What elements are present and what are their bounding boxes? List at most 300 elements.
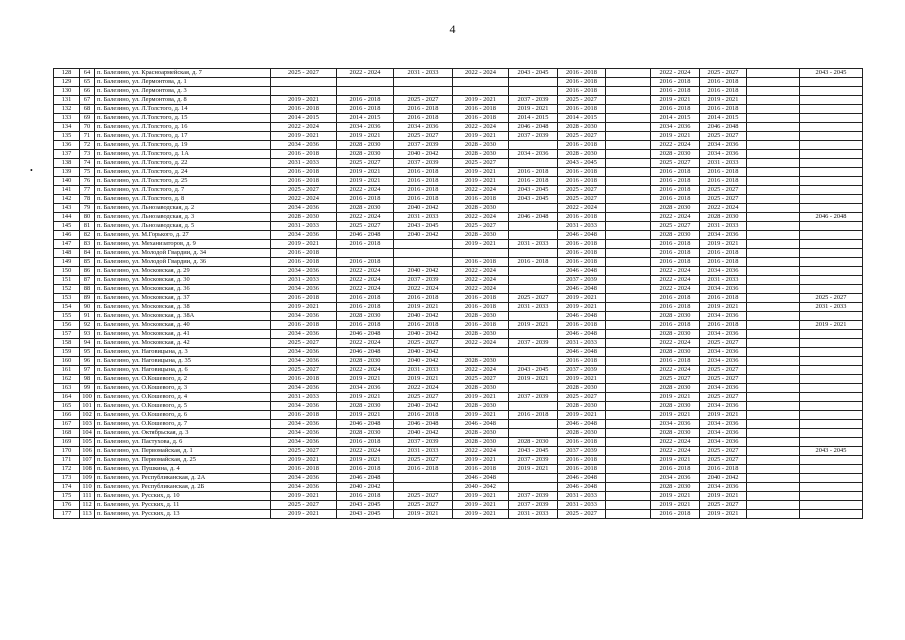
period-col-10-cell: [747, 456, 800, 465]
period-col-6-cell: 2037 - 2039: [558, 366, 606, 375]
row-number-cell: 141: [54, 186, 80, 195]
row-number-cell: 166: [54, 411, 80, 420]
period-col-11-cell: [800, 285, 863, 294]
period-col-3-cell: 2034 - 2036: [394, 123, 453, 132]
address-cell: п. Балезино, ул. Льнозаводская, д. 2: [95, 204, 271, 213]
period-col-6-cell: 2046 - 2048: [558, 348, 606, 357]
period-col-11-cell: [800, 348, 863, 357]
period-col-5-cell: 2043 - 2045: [509, 69, 558, 78]
period-col-10-cell: [747, 276, 800, 285]
period-col-4-cell: 2019 - 2021: [453, 501, 509, 510]
period-col-2-cell: 2022 - 2024: [337, 69, 394, 78]
period-col-5-cell: [509, 357, 558, 366]
item-number-cell: 107: [80, 456, 95, 465]
period-col-7-cell: [606, 510, 651, 519]
table-row: [54, 69, 863, 78]
period-col-7-cell: [606, 105, 651, 114]
period-col-5-cell: 2037 - 2039: [509, 132, 558, 141]
period-col-5-cell: [509, 384, 558, 393]
period-col-5-cell: 2016 - 2018: [509, 177, 558, 186]
period-col-10-cell: [747, 348, 800, 357]
period-col-9-cell: 2034 - 2036: [700, 438, 747, 447]
period-col-7-cell: [606, 195, 651, 204]
period-col-6-cell: 2014 - 2015: [558, 114, 606, 123]
period-col-4-cell: 2019 - 2021: [453, 492, 509, 501]
item-number-cell: 102: [80, 411, 95, 420]
period-col-5-cell: 2034 - 2036: [509, 150, 558, 159]
period-col-9-cell: 2040 - 2042: [700, 474, 747, 483]
period-col-10-cell: [747, 465, 800, 474]
period-col-3-cell: 2025 - 2027: [394, 393, 453, 402]
period-col-7-cell: [606, 159, 651, 168]
period-col-8-cell: 2016 - 2018: [651, 78, 700, 87]
period-col-7-cell: [606, 285, 651, 294]
table-row: [54, 375, 863, 384]
period-col-6-cell: 2025 - 2027: [558, 186, 606, 195]
period-col-6-cell: 2046 - 2048: [558, 285, 606, 294]
period-col-7-cell: [606, 348, 651, 357]
period-col-9-cell: 2025 - 2027: [700, 69, 747, 78]
table-row: [54, 411, 863, 420]
period-col-5-cell: [509, 249, 558, 258]
period-col-8-cell: 2014 - 2015: [651, 114, 700, 123]
row-number-cell: 133: [54, 114, 80, 123]
period-col-7-cell: [606, 141, 651, 150]
period-col-1-cell: 2016 - 2018: [271, 375, 337, 384]
item-number-cell: 78: [80, 195, 95, 204]
period-col-2-cell: 2046 - 2048: [337, 231, 394, 240]
period-col-3-cell: 2040 - 2042: [394, 267, 453, 276]
period-col-7-cell: [606, 429, 651, 438]
period-col-9-cell: 2025 - 2027: [700, 366, 747, 375]
item-number-cell: 111: [80, 492, 95, 501]
period-col-6-cell: 2046 - 2048: [558, 267, 606, 276]
period-col-3-cell: 2031 - 2033: [394, 69, 453, 78]
period-col-7-cell: [606, 132, 651, 141]
period-col-5-cell: 2043 - 2045: [509, 366, 558, 375]
table-row: [54, 366, 863, 375]
address-cell: п. Балезино, ул. Наговицына, д. 6: [95, 366, 271, 375]
period-col-2-cell: 2022 - 2024: [337, 213, 394, 222]
period-col-11-cell: [800, 429, 863, 438]
table-row: [54, 384, 863, 393]
period-col-3-cell: 2037 - 2039: [394, 438, 453, 447]
period-col-8-cell: 2028 - 2030: [651, 348, 700, 357]
period-col-11-cell: [800, 231, 863, 240]
table-row: [54, 456, 863, 465]
period-col-2-cell: 2019 - 2021: [337, 168, 394, 177]
table-row: [54, 240, 863, 249]
address-cell: п. Балезино, ул. О.Кошевого, д. 3: [95, 384, 271, 393]
row-number-cell: 175: [54, 492, 80, 501]
period-col-10-cell: [747, 114, 800, 123]
period-col-5-cell: 2014 - 2015: [509, 114, 558, 123]
period-col-4-cell: 2028 - 2030: [453, 231, 509, 240]
period-col-4-cell: 2019 - 2021: [453, 510, 509, 519]
table-row: [54, 501, 863, 510]
table-row: [54, 330, 863, 339]
period-col-5-cell: [509, 78, 558, 87]
period-col-1-cell: 2025 - 2027: [271, 339, 337, 348]
period-col-9-cell: 2016 - 2018: [700, 249, 747, 258]
period-col-9-cell: 2016 - 2018: [700, 321, 747, 330]
period-col-8-cell: 2028 - 2030: [651, 429, 700, 438]
period-col-2-cell: 2016 - 2018: [337, 438, 394, 447]
period-col-11-cell: [800, 168, 863, 177]
period-col-7-cell: [606, 78, 651, 87]
item-number-cell: 82: [80, 231, 95, 240]
period-col-9-cell: 2019 - 2021: [700, 510, 747, 519]
period-col-8-cell: 2022 - 2024: [651, 267, 700, 276]
table-row: [54, 159, 863, 168]
row-number-cell: 130: [54, 87, 80, 96]
table-row: [54, 465, 863, 474]
address-cell: п. Балезино, ул. Пушкина, д. 4: [95, 465, 271, 474]
period-col-1-cell: 2031 - 2033: [271, 159, 337, 168]
table-row: [54, 150, 863, 159]
period-col-7-cell: [606, 96, 651, 105]
period-col-1-cell: 2034 - 2036: [271, 420, 337, 429]
period-col-2-cell: 2028 - 2030: [337, 429, 394, 438]
period-col-2-cell: 2014 - 2015: [337, 114, 394, 123]
period-col-10-cell: [747, 285, 800, 294]
period-col-5-cell: 2037 - 2039: [509, 393, 558, 402]
period-col-7-cell: [606, 294, 651, 303]
item-number-cell: 94: [80, 339, 95, 348]
period-col-6-cell: 2016 - 2018: [558, 105, 606, 114]
period-col-4-cell: 2022 - 2024: [453, 276, 509, 285]
period-col-1-cell: 2019 - 2021: [271, 132, 337, 141]
table-row: [54, 96, 863, 105]
period-col-9-cell: 2034 - 2036: [700, 141, 747, 150]
period-col-4-cell: 2022 - 2024: [453, 339, 509, 348]
table-row: [54, 492, 863, 501]
period-col-1-cell: 2034 - 2036: [271, 357, 337, 366]
period-col-1-cell: 2019 - 2021: [271, 456, 337, 465]
item-number-cell: 109: [80, 474, 95, 483]
period-col-10-cell: [747, 69, 800, 78]
address-cell: п. Балезино, ул. О.Кошевого, д. 4: [95, 393, 271, 402]
period-col-4-cell: 2019 - 2021: [453, 177, 509, 186]
item-number-cell: 98: [80, 375, 95, 384]
period-col-11-cell: [800, 204, 863, 213]
period-col-5-cell: [509, 402, 558, 411]
table-row: [54, 195, 863, 204]
period-col-7-cell: [606, 483, 651, 492]
row-number-cell: 131: [54, 96, 80, 105]
table-row: [54, 312, 863, 321]
period-col-10-cell: [747, 303, 800, 312]
period-col-2-cell: 2028 - 2030: [337, 312, 394, 321]
period-col-3-cell: 2031 - 2033: [394, 366, 453, 375]
period-col-9-cell: 2019 - 2021: [700, 303, 747, 312]
period-col-9-cell: 2019 - 2021: [700, 411, 747, 420]
address-cell: п. Балезино, ул. Русских, д. 13: [95, 510, 271, 519]
row-number-cell: 135: [54, 132, 80, 141]
period-col-6-cell: 2025 - 2027: [558, 132, 606, 141]
period-col-7-cell: [606, 87, 651, 96]
period-col-10-cell: [747, 195, 800, 204]
period-col-9-cell: 2025 - 2027: [700, 195, 747, 204]
period-col-6-cell: 2016 - 2018: [558, 78, 606, 87]
table-row: [54, 393, 863, 402]
address-cell: п. Балезино, ул. Л.Толстого, д. 1А: [95, 150, 271, 159]
period-col-7-cell: [606, 249, 651, 258]
period-col-3-cell: [394, 483, 453, 492]
period-col-2-cell: 2016 - 2018: [337, 492, 394, 501]
item-number-cell: 67: [80, 96, 95, 105]
address-cell: п. Балезино, ул. Л.Толстого, д. 7: [95, 186, 271, 195]
period-col-1-cell: 2019 - 2021: [271, 240, 337, 249]
period-col-6-cell: 2016 - 2018: [558, 456, 606, 465]
address-cell: п. Балезино, ул. Лермонтова, д. 3: [95, 87, 271, 96]
period-col-11-cell: [800, 105, 863, 114]
period-col-7-cell: [606, 231, 651, 240]
item-number-cell: 89: [80, 294, 95, 303]
period-col-9-cell: 2025 - 2027: [700, 375, 747, 384]
period-col-10-cell: [747, 402, 800, 411]
period-col-11-cell: [800, 510, 863, 519]
period-col-10-cell: [747, 87, 800, 96]
row-number-cell: 145: [54, 222, 80, 231]
period-col-8-cell: 2016 - 2018: [651, 357, 700, 366]
period-col-6-cell: 2019 - 2021: [558, 411, 606, 420]
period-col-8-cell: 2019 - 2021: [651, 393, 700, 402]
period-col-5-cell: 2019 - 2021: [509, 465, 558, 474]
period-col-3-cell: 2040 - 2042: [394, 150, 453, 159]
address-cell: п. Балезино, ул. Лермонтова, д. 8: [95, 96, 271, 105]
table-row: [54, 348, 863, 357]
period-col-2-cell: 2028 - 2030: [337, 204, 394, 213]
period-col-2-cell: 2022 - 2024: [337, 447, 394, 456]
period-col-10-cell: [747, 150, 800, 159]
period-col-1-cell: 2016 - 2018: [271, 249, 337, 258]
period-col-2-cell: 2019 - 2021: [337, 177, 394, 186]
period-col-5-cell: 2046 - 2048: [509, 213, 558, 222]
period-col-2-cell: 2040 - 2042: [337, 483, 394, 492]
period-col-3-cell: [394, 87, 453, 96]
period-col-2-cell: [337, 78, 394, 87]
period-col-1-cell: 2034 - 2036: [271, 438, 337, 447]
period-col-4-cell: 2028 - 2030: [453, 429, 509, 438]
period-col-1-cell: 2014 - 2015: [271, 114, 337, 123]
period-col-9-cell: 2025 - 2027: [700, 132, 747, 141]
period-col-3-cell: 2019 - 2021: [394, 375, 453, 384]
period-col-4-cell: 2028 - 2030: [453, 438, 509, 447]
period-col-3-cell: [394, 249, 453, 258]
period-col-6-cell: 2031 - 2033: [558, 222, 606, 231]
period-col-5-cell: 2037 - 2039: [509, 501, 558, 510]
period-col-3-cell: 2037 - 2039: [394, 276, 453, 285]
period-col-5-cell: [509, 312, 558, 321]
period-col-11-cell: [800, 375, 863, 384]
period-col-9-cell: 2016 - 2018: [700, 78, 747, 87]
row-number-cell: 164: [54, 393, 80, 402]
item-number-cell: 73: [80, 150, 95, 159]
table-row: [54, 510, 863, 519]
period-col-10-cell: [747, 420, 800, 429]
period-col-3-cell: [394, 474, 453, 483]
period-col-4-cell: 2019 - 2021: [453, 132, 509, 141]
period-col-6-cell: 2028 - 2030: [558, 402, 606, 411]
period-col-5-cell: 2031 - 2033: [509, 240, 558, 249]
row-number-cell: 173: [54, 474, 80, 483]
period-col-4-cell: 2019 - 2021: [453, 168, 509, 177]
period-col-10-cell: [747, 330, 800, 339]
period-col-3-cell: 2016 - 2018: [394, 186, 453, 195]
period-col-3-cell: 2016 - 2018: [394, 321, 453, 330]
period-col-7-cell: [606, 330, 651, 339]
period-col-1-cell: 2031 - 2033: [271, 276, 337, 285]
period-col-4-cell: 2016 - 2018: [453, 105, 509, 114]
period-col-8-cell: 2016 - 2018: [651, 294, 700, 303]
address-cell: п. Балезино, ул. Льнозаводская, д. 3: [95, 213, 271, 222]
period-col-3-cell: 2040 - 2042: [394, 204, 453, 213]
period-col-8-cell: 2016 - 2018: [651, 195, 700, 204]
period-col-8-cell: 2025 - 2027: [651, 159, 700, 168]
period-col-6-cell: 2019 - 2021: [558, 375, 606, 384]
period-col-2-cell: [337, 87, 394, 96]
row-number-cell: 167: [54, 420, 80, 429]
period-col-11-cell: [800, 186, 863, 195]
period-col-1-cell: 2022 - 2024: [271, 123, 337, 132]
period-col-10-cell: [747, 96, 800, 105]
address-cell: п. Балезино, ул. Л.Толстого, д. 8: [95, 195, 271, 204]
period-col-7-cell: [606, 438, 651, 447]
period-col-6-cell: 2028 - 2030: [558, 384, 606, 393]
item-number-cell: 106: [80, 447, 95, 456]
period-col-3-cell: 2040 - 2042: [394, 402, 453, 411]
period-col-7-cell: [606, 339, 651, 348]
period-col-11-cell: [800, 474, 863, 483]
period-col-11-cell: [800, 78, 863, 87]
period-col-7-cell: [606, 321, 651, 330]
table-row: [54, 231, 863, 240]
period-col-9-cell: 2031 - 2033: [700, 222, 747, 231]
table-row: [54, 321, 863, 330]
period-col-7-cell: [606, 114, 651, 123]
period-col-9-cell: 2034 - 2036: [700, 402, 747, 411]
row-number-cell: 172: [54, 465, 80, 474]
address-cell: п. Балезино, ул. О.Кошевого, д. 6: [95, 411, 271, 420]
period-col-4-cell: 2022 - 2024: [453, 447, 509, 456]
period-col-3-cell: 2040 - 2042: [394, 348, 453, 357]
period-col-3-cell: 2022 - 2024: [394, 285, 453, 294]
period-col-2-cell: 2043 - 2045: [337, 501, 394, 510]
address-cell: п. Балезино, ул. Московская, д. 38А: [95, 312, 271, 321]
address-cell: п. Балезино, ул. Московская, д. 38: [95, 303, 271, 312]
period-col-6-cell: 2016 - 2018: [558, 141, 606, 150]
item-number-cell: 93: [80, 330, 95, 339]
period-col-11-cell: 2031 - 2033: [800, 303, 863, 312]
period-col-11-cell: [800, 159, 863, 168]
row-number-cell: 144: [54, 213, 80, 222]
period-col-9-cell: 2046 - 2048: [700, 123, 747, 132]
period-col-3-cell: 2040 - 2042: [394, 312, 453, 321]
address-cell: п. Балезино, ул. Московская, д. 42: [95, 339, 271, 348]
period-col-4-cell: 2022 - 2024: [453, 186, 509, 195]
period-col-7-cell: [606, 420, 651, 429]
item-number-cell: 105: [80, 438, 95, 447]
period-col-6-cell: 2046 - 2048: [558, 483, 606, 492]
period-col-9-cell: 2034 - 2036: [700, 285, 747, 294]
period-col-10-cell: [747, 123, 800, 132]
period-col-5-cell: 2043 - 2045: [509, 186, 558, 195]
period-col-7-cell: [606, 258, 651, 267]
period-col-7-cell: [606, 267, 651, 276]
period-col-10-cell: [747, 492, 800, 501]
period-col-2-cell: 2019 - 2021: [337, 411, 394, 420]
period-col-6-cell: 2037 - 2039: [558, 276, 606, 285]
period-col-6-cell: 2019 - 2021: [558, 294, 606, 303]
period-col-8-cell: 2022 - 2024: [651, 438, 700, 447]
address-cell: п. Балезино, ул. О.Кошевого, д. 7: [95, 420, 271, 429]
period-col-8-cell: 2022 - 2024: [651, 141, 700, 150]
period-col-10-cell: [747, 384, 800, 393]
period-col-11-cell: [800, 366, 863, 375]
period-col-6-cell: 2025 - 2027: [558, 510, 606, 519]
item-number-cell: 97: [80, 366, 95, 375]
period-col-11-cell: [800, 267, 863, 276]
item-number-cell: 100: [80, 393, 95, 402]
table-row: [54, 258, 863, 267]
address-cell: п. Балезино, ул. Русских, д. 11: [95, 501, 271, 510]
period-col-4-cell: 2028 - 2030: [453, 402, 509, 411]
item-number-cell: 87: [80, 276, 95, 285]
period-col-3-cell: [394, 258, 453, 267]
period-col-5-cell: 2019 - 2021: [509, 321, 558, 330]
period-col-3-cell: 2043 - 2045: [394, 222, 453, 231]
period-col-5-cell: [509, 429, 558, 438]
period-col-2-cell: 2046 - 2048: [337, 330, 394, 339]
period-col-1-cell: 2025 - 2027: [271, 69, 337, 78]
period-col-4-cell: 2025 - 2027: [453, 375, 509, 384]
period-col-10-cell: [747, 312, 800, 321]
period-col-8-cell: 2016 - 2018: [651, 87, 700, 96]
period-col-10-cell: [747, 375, 800, 384]
period-col-10-cell: [747, 411, 800, 420]
period-col-9-cell: 2025 - 2027: [700, 456, 747, 465]
period-col-5-cell: 2037 - 2039: [509, 456, 558, 465]
period-col-7-cell: [606, 123, 651, 132]
period-col-6-cell: 2025 - 2027: [558, 393, 606, 402]
period-col-8-cell: 2028 - 2030: [651, 402, 700, 411]
period-col-1-cell: [271, 78, 337, 87]
period-col-1-cell: 2019 - 2021: [271, 303, 337, 312]
period-col-1-cell: 2025 - 2027: [271, 366, 337, 375]
address-cell: п. Балезино, ул. Молодой Гвардии, д. 34: [95, 249, 271, 258]
period-col-6-cell: 2016 - 2018: [558, 258, 606, 267]
period-col-5-cell: 2031 - 2033: [509, 303, 558, 312]
period-col-3-cell: 2025 - 2027: [394, 492, 453, 501]
period-col-4-cell: 2028 - 2030: [453, 141, 509, 150]
row-number-cell: 140: [54, 177, 80, 186]
item-number-cell: 108: [80, 465, 95, 474]
row-number-cell: 150: [54, 267, 80, 276]
item-number-cell: 81: [80, 222, 95, 231]
period-col-9-cell: 2031 - 2033: [700, 159, 747, 168]
item-number-cell: 72: [80, 141, 95, 150]
period-col-11-cell: [800, 114, 863, 123]
period-col-4-cell: [453, 348, 509, 357]
period-col-11-cell: [800, 177, 863, 186]
period-col-6-cell: 2016 - 2018: [558, 357, 606, 366]
period-col-9-cell: 2016 - 2018: [700, 258, 747, 267]
period-col-3-cell: 2019 - 2021: [394, 510, 453, 519]
period-col-2-cell: 2016 - 2018: [337, 240, 394, 249]
period-col-9-cell: 2034 - 2036: [700, 483, 747, 492]
item-number-cell: 84: [80, 249, 95, 258]
